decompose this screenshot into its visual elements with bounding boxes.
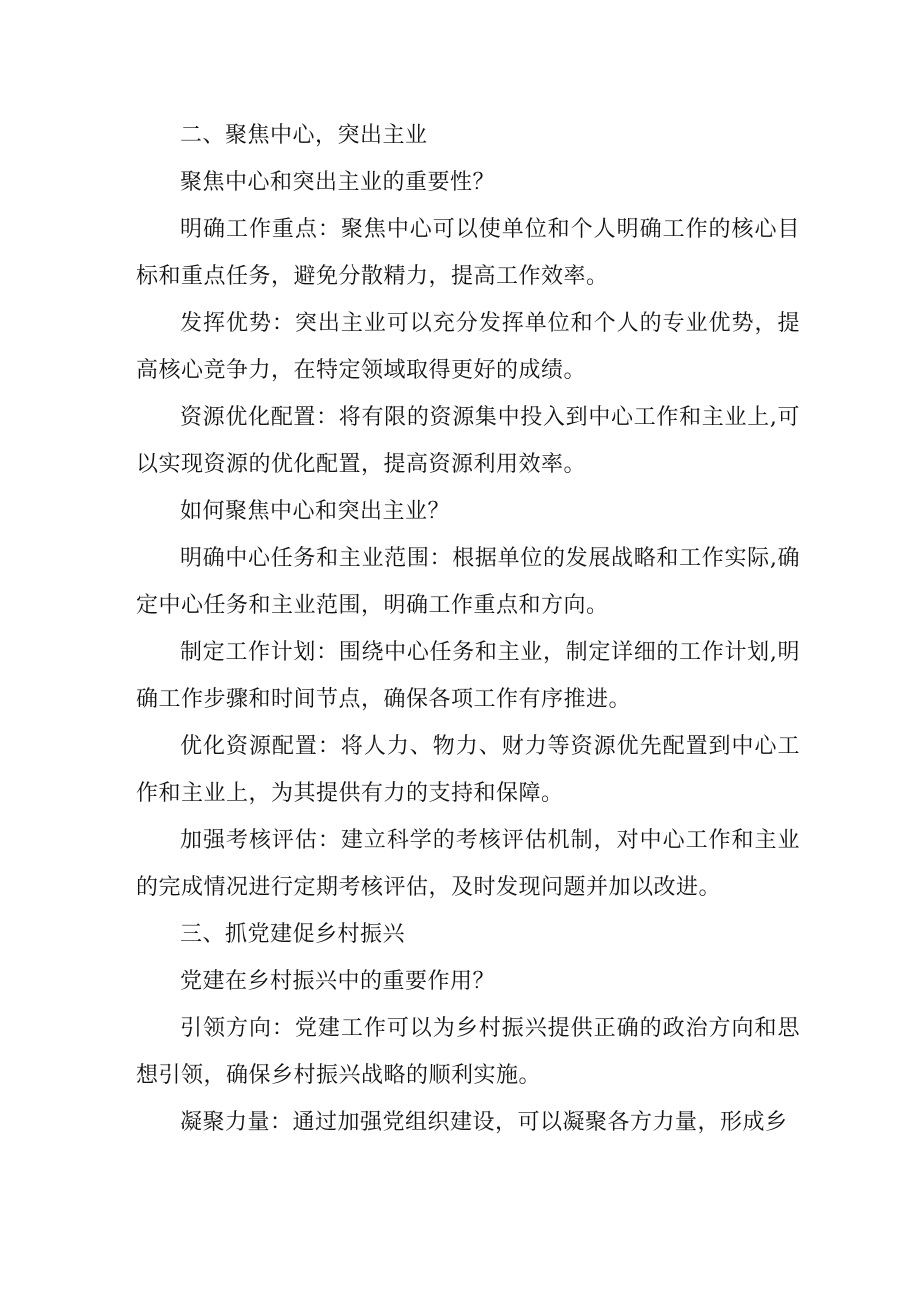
question-party-role: 党建在乡村振兴中的重要作用？: [180, 969, 496, 994]
paragraph-leverage-advantages: 发挥优势：突出主业可以充分发挥单位和个人的专业优势，提高核心竞争力，在特定领域取得更好的成绩。: [136, 311, 800, 383]
paragraph-clear-focus: 明确工作重点：聚焦中心可以使单位和个人明确工作的核心目标和重点任务，避免分散精力，提高工作效率。: [136, 217, 800, 289]
paragraph-resource-allocation: 资源优化配置：将有限的资源集中投入到中心工作和主业上,可以实现资源的优化配置，提高资源利用效率。: [136, 405, 800, 477]
paragraph-define-scope: 明确中心任务和主业范围：根据单位的发展战略和工作实际,确定中心任务和主业范围，明确工作重点和方向。: [136, 546, 800, 618]
paragraph-work-plan: 制定工作计划：围绕中心任务和主业，制定详细的工作计划,明确工作步骤和时间节点，确保各项工作有序推进。: [136, 640, 800, 712]
paragraph-guide-direction: 引领方向：党建工作可以为乡村振兴提供正确的政治方向和思想引领，确保乡村振兴战略的顺利实施。: [136, 1016, 800, 1088]
paragraph-gather-strength: 凝聚力量：通过加强党组织建设，可以凝聚各方力量，形成乡: [180, 1110, 788, 1135]
section-heading-party-building: 三、抓党建促乡村振兴: [180, 922, 406, 947]
paragraph-optimize-resources: 优化资源配置：将人力、物力、财力等资源优先配置到中心工作和主业上，为其提供有力的支持和保障。: [136, 734, 800, 806]
paragraph-assessment: 加强考核评估：建立科学的考核评估机制，对中心工作和主业的完成情况进行定期考核评估，及时发现问题并加以改进。: [136, 828, 800, 900]
section-heading-focus-center: 二、聚焦中心，突出主业: [180, 123, 428, 148]
question-importance: 聚焦中心和突出主业的重要性？: [180, 170, 496, 195]
question-how-to-focus: 如何聚焦中心和突出主业？: [180, 499, 451, 524]
